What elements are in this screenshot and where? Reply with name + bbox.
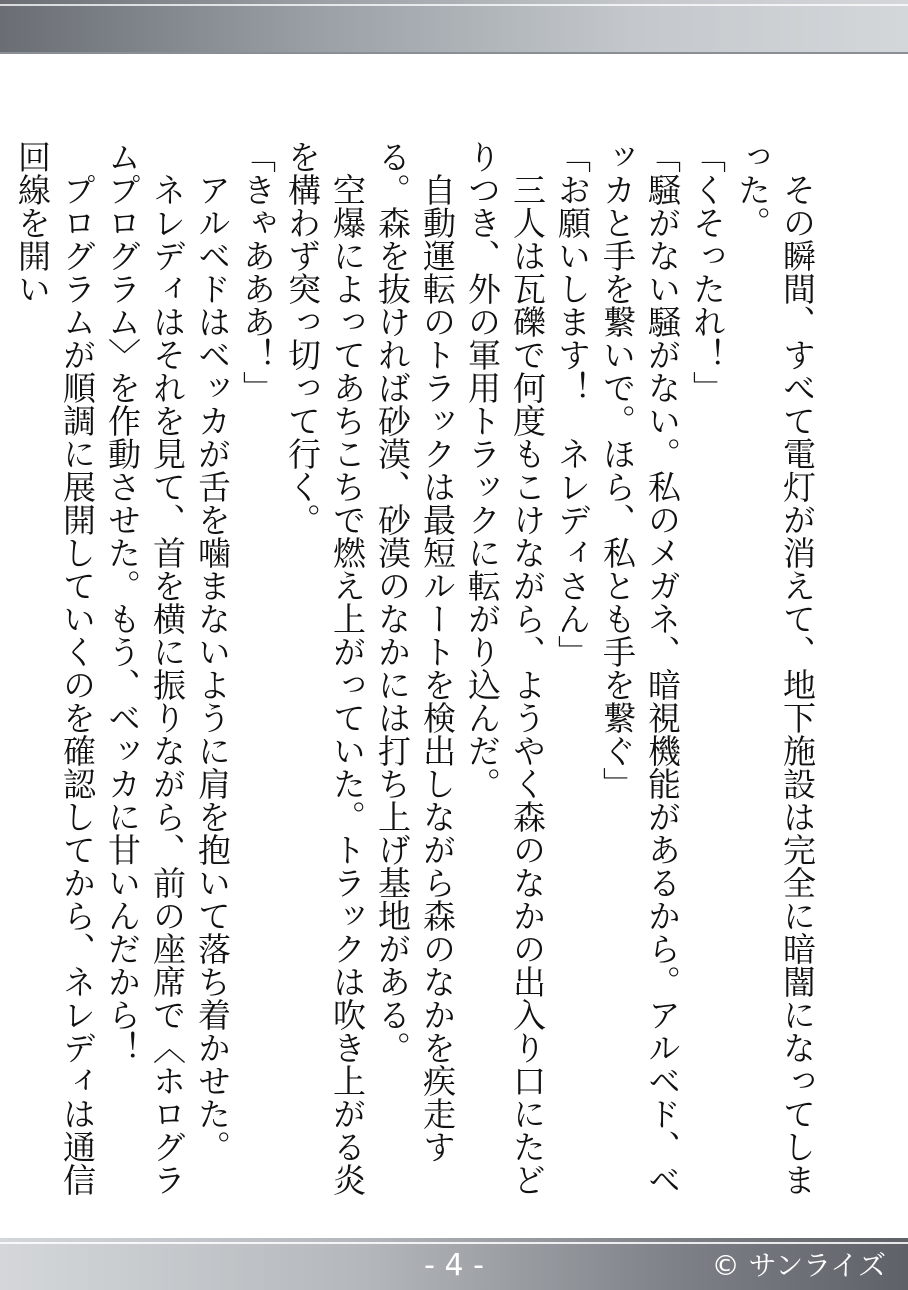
paragraph: ネレディはそれを見て、首を横に振りながら、前の座席で〈ホログラムプログラム〉を作動させた。もう、ベッカに甘いんだから！ (103, 140, 187, 1196)
paragraph: プログラムが順調に展開していくのを確認してから、ネレディは通信回線を開い (13, 140, 97, 1196)
paragraph: 自動運転のトラックは最短ルートを検出しながら森のなかを疾走する。森を抜ければ砂漠、砂漠のなかには打ち上げ基地がある。 (373, 140, 457, 1163)
paragraph: 「騒がない騒がない。私のメガネ、暗視機能があるから。アルベド、ベッカと手を繋いで。ほら、私とも手を繋ぐ」 (598, 140, 682, 1196)
paragraph: 「お願いします！ ネレディさん」 (553, 140, 592, 668)
paragraph: 「きゃあああ！」 (238, 140, 277, 404)
header-band (0, 0, 908, 54)
page-number: - 4 - (424, 1248, 484, 1283)
paragraph: アルベドはベッカが舌を噛まないように肩を抱いて落ち着かせた。 (193, 173, 232, 1163)
paragraph: 空爆によってあちこちで燃え上がっていた。トラックは吹き上がる炎を構わず突っ切って行く。 (283, 140, 367, 1196)
paragraph: 「くそったれ！」 (688, 140, 727, 404)
paragraph: その瞬間、すべて電灯が消えて、地下施設は完全に暗闇になってしまった。 (733, 140, 817, 1196)
copyright-notice: © サンライズ (711, 1249, 886, 1282)
paragraph: 三人は瓦礫で何度もこけながら、ようやく森のなかの出入り口にたどりつき、外の軍用トラックに転がり込んだ。 (463, 140, 547, 1196)
novel-body-text (13, 140, 820, 1200)
